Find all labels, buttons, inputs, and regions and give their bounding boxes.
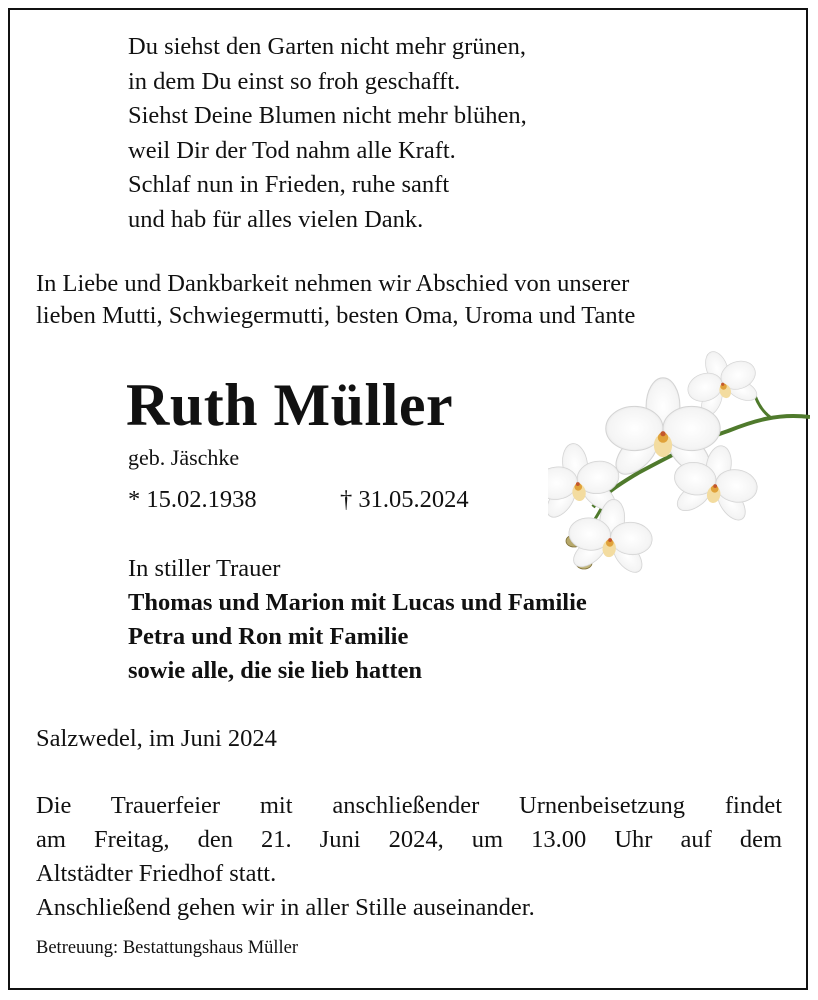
intro-line: lieben Mutti, Schwiegermutti, besten Oma, Uroma und Tante (36, 302, 636, 329)
funeral-line: Altstädter Friedhof statt. (36, 860, 277, 887)
place-date: Salzwedel, im Juni 2024 (36, 725, 277, 752)
mourner-line: Petra und Ron mit Familie (128, 623, 409, 650)
funeral-line: Anschließend gehen wir in aller Stille auseinander. (36, 894, 535, 921)
poem-line: und hab für alles vielen Dank. (128, 205, 424, 233)
mourners-heading: In stiller Trauer (128, 555, 281, 582)
death-date: † 31.05.2024 (340, 486, 469, 513)
poem-line: Siehst Deine Blumen nicht mehr blühen, (128, 102, 527, 129)
funeral-info (36, 789, 782, 925)
deceased-name: Ruth Müller (126, 372, 454, 438)
poem-line: Schlaf nun in Frieden, ruhe sanft (128, 171, 450, 198)
poem-line: weil Dir der Tod nahm alle Kraft. (128, 136, 456, 164)
funeral-home: Betreuung: Bestattungshaus Müller (36, 938, 299, 958)
mourner-line: Thomas und Marion mit Lucas und Familie (128, 589, 587, 616)
mourner-line: sowie alle, die sie lieb hatten (128, 657, 422, 684)
intro-text (36, 268, 782, 332)
poem-line: Du siehst den Garten nicht mehr grünen, (128, 33, 527, 60)
birth-date: * 15.02.1938 (128, 486, 257, 513)
funeral-line: am Freitag, den 21. Juni 2024, um 13.00 Uhr auf dem (36, 826, 782, 853)
poem (128, 30, 527, 237)
funeral-line: Die Trauerfeier mit anschließender Urnenbeisetzung findet (36, 792, 782, 819)
mourners (128, 552, 587, 688)
intro-line: In Liebe und Dankbarkeit nehmen wir Abschied von unserer (36, 270, 630, 297)
orchid-branch-icon (548, 345, 810, 577)
poem-line: in dem Du einst so froh geschafft. (128, 67, 461, 95)
life-dates (128, 485, 469, 515)
birth-name: geb. Jäschke (128, 445, 240, 470)
